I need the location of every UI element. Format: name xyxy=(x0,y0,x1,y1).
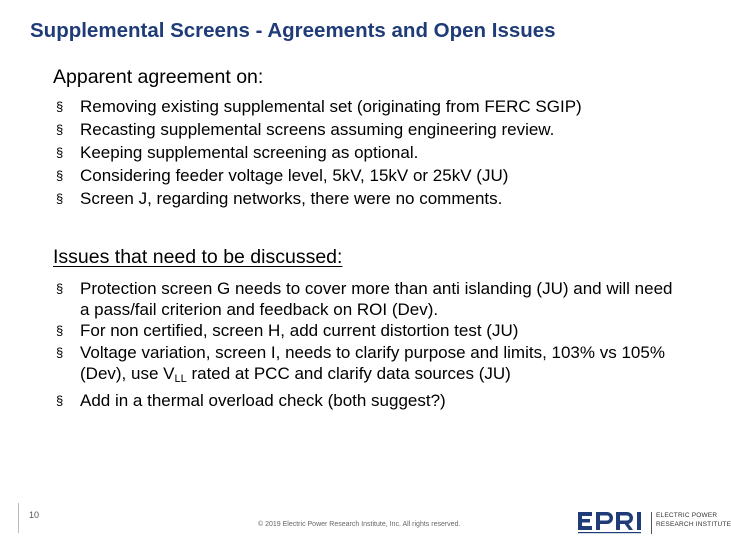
list-item: § Removing existing supplemental set (originating from FERC SGIP) xyxy=(56,97,582,116)
bullet-marker: § xyxy=(56,168,64,183)
list-item: § Add in a thermal overload check (both suggest?) xyxy=(56,391,446,411)
section-heading-agreement: Apparent agreement on: xyxy=(53,66,264,88)
epri-logo xyxy=(578,509,731,535)
issues-list xyxy=(56,278,676,411)
epri-wordmark-logo xyxy=(578,510,648,534)
footer-divider xyxy=(18,503,19,533)
logo-divider xyxy=(651,512,652,534)
bullet-marker: § xyxy=(56,99,64,114)
bullet-marker: § xyxy=(56,191,64,206)
list-item: § Voltage variation, screen I, needs to clarify purpose and limits, 103% vs 105% (Dev), use $V_{LL}$ rated at PCC and clarify data sources (JU) xyxy=(56,342,665,385)
list-item: § Keeping supplemental screening as optional. xyxy=(56,143,419,162)
section-heading-issues: Issues that need to be discussed: xyxy=(53,246,343,268)
list-item: § Screen J, regarding networks, there were no comments. xyxy=(56,189,503,208)
bullet-marker: § xyxy=(56,145,64,160)
bullet-marker: § xyxy=(56,344,64,360)
list-item: § Considering feeder voltage level, 5kV, 15kV or 25kV (JU) xyxy=(56,166,509,185)
slide-title: Supplemental Screens - Agreements and Open Issues xyxy=(30,19,556,42)
list-item: § Protection screen G needs to cover more than anti islanding (JU) and will need a pass/fail criterion and feedback on ROI (Dev). xyxy=(56,279,673,320)
bullet-marker: § xyxy=(56,323,64,339)
list-item: § For non certified, screen H, add current distortion test (JU) xyxy=(56,321,519,341)
bullet-marker: § xyxy=(56,281,64,296)
agreement-list xyxy=(56,95,582,210)
list-item: § Recasting supplemental screens assuming engineering review. xyxy=(56,120,555,139)
logo-text: ELECTRIC POWER RESEARCH INSTITUTE xyxy=(656,512,731,528)
bullet-marker: § xyxy=(56,122,64,137)
subscript-ll: LL xyxy=(174,372,187,385)
bullet-marker: § xyxy=(56,393,64,409)
copyright-notice: © 2019 Electric Power Research Institute, Inc. All rights reserved. xyxy=(258,521,461,528)
page-number: 10 xyxy=(29,510,40,520)
